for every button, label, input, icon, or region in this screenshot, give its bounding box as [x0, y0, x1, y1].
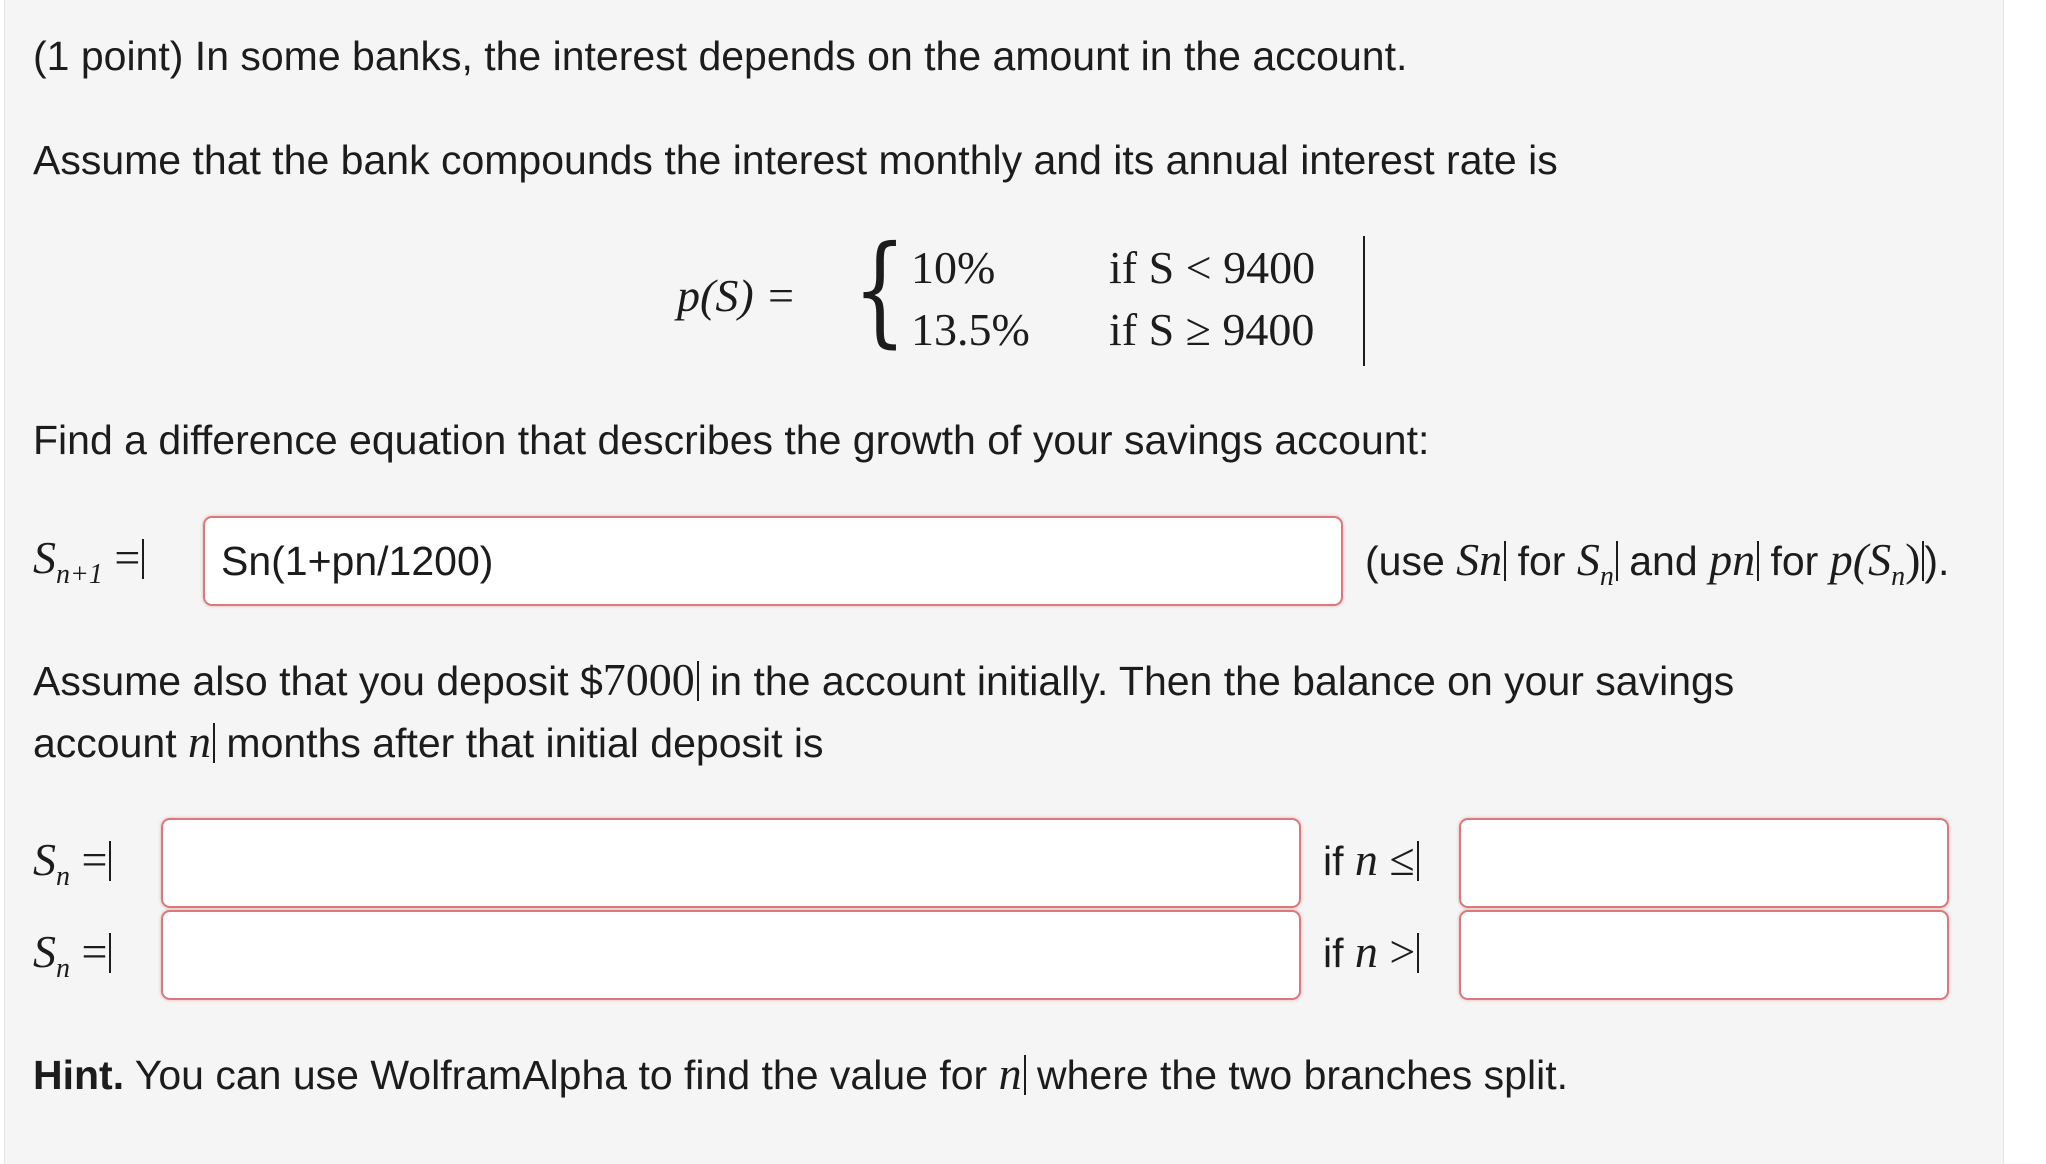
condition-high: if S ≥ 9400 [1109, 304, 1315, 355]
branch1-bound-input[interactable] [1459, 818, 1949, 908]
hint-label: Hint. [33, 1052, 125, 1098]
left-brace-symbol: { [853, 221, 907, 360]
recurrence-answer-input[interactable] [203, 516, 1343, 606]
rate-high: 13.5% [911, 304, 1030, 355]
branch2-formula-input[interactable] [161, 910, 1301, 1000]
branch1-lhs: $S_n$ = [33, 836, 111, 901]
rate-low: 10% [911, 242, 996, 293]
deposit-amount: 7000 [602, 654, 695, 705]
deposit-text-line2: account n months after that initial deposit is [33, 716, 824, 767]
assume-rate-text: Assume that the bank compounds the interest monthly and its annual interest rate is [33, 137, 1558, 183]
hint-text: Hint. You can use WolframAlpha to find the value for n where the two branches split. [33, 1048, 1568, 1099]
recurrence-usage-hint: (use Sn for $S_n$ and pn for $p(S_n)$). [1365, 534, 1950, 592]
branch2-bound-input[interactable] [1459, 910, 1949, 1000]
problem-panel [4, 0, 2004, 1164]
deposit-text-line1: Assume also that you deposit $7000 in the account initially. Then the balance on your savings [33, 654, 1735, 705]
piecewise-lhs: p(S) = [677, 270, 797, 321]
branch1-formula-input[interactable] [161, 818, 1301, 908]
branch1-condition: if n ≤ [1323, 836, 1419, 885]
formula-cursor-mark [1363, 236, 1365, 366]
problem-intro: (1 point) In some banks, the interest depends on the amount in the account. [33, 33, 1408, 79]
branch2-condition: if n > [1323, 928, 1419, 977]
branch2-lhs: $S_n$ = [33, 928, 111, 993]
recurrence-lhs: $S_{n+1}$ = [33, 534, 144, 599]
find-equation-text: Find a difference equation that describes the growth of your savings account: [33, 417, 1430, 463]
condition-low: if S < 9400 [1109, 242, 1316, 293]
